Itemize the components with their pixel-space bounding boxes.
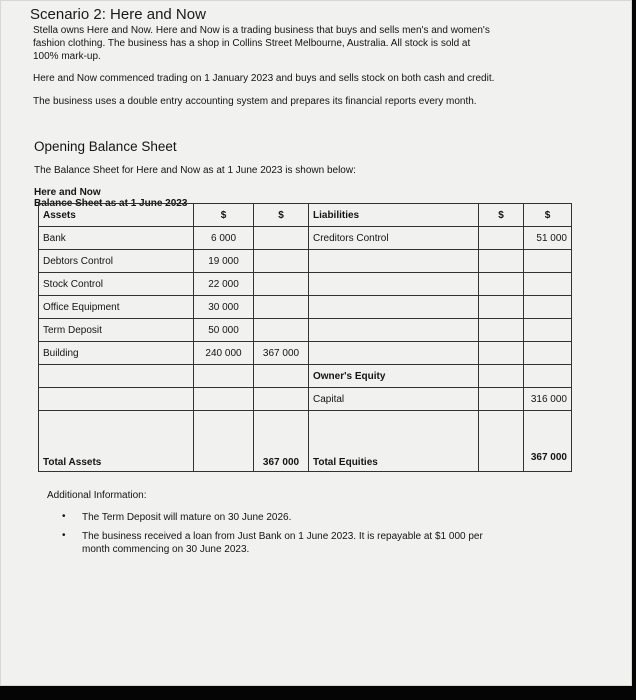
owners-equity-label: Owner's Equity bbox=[309, 365, 479, 388]
total-equities-value: 367 000 bbox=[524, 411, 572, 472]
capital-amount: 316 000 bbox=[524, 388, 572, 411]
liability-total bbox=[524, 273, 572, 296]
total-row bbox=[39, 411, 572, 472]
table-row bbox=[39, 227, 572, 250]
intro-line-1: Stella owns Here and Now. Here and Now is a trading business that buys and sells men's and women's bbox=[33, 25, 490, 36]
liability-label bbox=[309, 273, 479, 296]
balance-sheet-heading-date: Balance Sheet as at 1 June 2023 bbox=[34, 198, 188, 209]
section-title: Opening Balance Sheet bbox=[34, 139, 177, 154]
asset-label: Stock Control bbox=[39, 273, 194, 296]
asset-amount: 240 000 bbox=[194, 342, 254, 365]
liability-amount bbox=[479, 250, 524, 273]
bullet-marker: • bbox=[62, 511, 66, 522]
table-row bbox=[39, 296, 572, 319]
balance-sheet-table bbox=[38, 203, 572, 472]
asset-label: Bank bbox=[39, 227, 194, 250]
dollar-header: $ bbox=[479, 204, 524, 227]
liability-amount bbox=[479, 227, 524, 250]
asset-label: Building bbox=[39, 342, 194, 365]
liability-amount bbox=[479, 342, 524, 365]
liabilities-header: Liabilities bbox=[309, 204, 479, 227]
liability-amount bbox=[479, 319, 524, 342]
scenario-title: Scenario 2: Here and Now bbox=[30, 6, 206, 23]
bullet-text-2-line-2: month commencing on 30 June 2023. bbox=[82, 544, 250, 555]
asset-amount: 19 000 bbox=[194, 250, 254, 273]
asset-total bbox=[254, 250, 309, 273]
intro-line-5: The business uses a double entry accounting system and prepares its financial reports every month. bbox=[33, 96, 477, 107]
liability-total bbox=[524, 250, 572, 273]
owners-equity-row bbox=[39, 365, 572, 388]
bullet-text-1: The Term Deposit will mature on 30 June 2026. bbox=[82, 512, 292, 523]
asset-total bbox=[254, 319, 309, 342]
liability-label bbox=[309, 319, 479, 342]
intro-line-3: 100% mark-up. bbox=[33, 51, 101, 62]
liability-label bbox=[309, 342, 479, 365]
asset-total bbox=[254, 227, 309, 250]
liability-label: Creditors Control bbox=[309, 227, 479, 250]
table-row bbox=[39, 250, 572, 273]
bullet-marker: • bbox=[62, 530, 66, 541]
liability-total bbox=[524, 342, 572, 365]
total-equities-label: Total Equities bbox=[309, 411, 479, 472]
asset-amount: 22 000 bbox=[194, 273, 254, 296]
asset-total bbox=[254, 296, 309, 319]
liability-total bbox=[524, 319, 572, 342]
total-assets-label: Total Assets bbox=[39, 411, 194, 472]
asset-amount: 30 000 bbox=[194, 296, 254, 319]
dollar-header: $ bbox=[254, 204, 309, 227]
capital-label: Capital bbox=[309, 388, 479, 411]
asset-total: 367 000 bbox=[254, 342, 309, 365]
bullet-text-2-line-1: The business received a loan from Just Bank on 1 June 2023. It is repayable at $1 000 per bbox=[82, 531, 483, 542]
table-row bbox=[39, 342, 572, 365]
balance-sheet-heading-business: Here and Now bbox=[34, 187, 101, 198]
table-row bbox=[39, 319, 572, 342]
liability-total: 51 000 bbox=[524, 227, 572, 250]
liability-amount bbox=[479, 273, 524, 296]
asset-label: Debtors Control bbox=[39, 250, 194, 273]
dollar-header: $ bbox=[194, 204, 254, 227]
table-row bbox=[39, 273, 572, 296]
liability-label bbox=[309, 250, 479, 273]
capital-row bbox=[39, 388, 572, 411]
additional-info-title: Additional Information: bbox=[47, 490, 147, 501]
asset-amount: 50 000 bbox=[194, 319, 254, 342]
asset-amount: 6 000 bbox=[194, 227, 254, 250]
dollar-header: $ bbox=[524, 204, 572, 227]
liability-total bbox=[524, 296, 572, 319]
asset-label: Office Equipment bbox=[39, 296, 194, 319]
total-assets-value: 367 000 bbox=[254, 411, 309, 472]
table-header-row bbox=[39, 204, 572, 227]
asset-label: Term Deposit bbox=[39, 319, 194, 342]
assets-header: Assets bbox=[39, 204, 194, 227]
liability-label bbox=[309, 296, 479, 319]
intro-line-2: fashion clothing. The business has a shop in Collins Street Melbourne, Australia. All stock is sold at bbox=[33, 38, 471, 49]
liability-amount bbox=[479, 296, 524, 319]
intro-line-4: Here and Now commenced trading on 1 January 2023 and buys and sells stock on both cash and credit. bbox=[33, 73, 495, 84]
section-intro: The Balance Sheet for Here and Now as at 1 June 2023 is shown below: bbox=[34, 165, 356, 176]
asset-total bbox=[254, 273, 309, 296]
